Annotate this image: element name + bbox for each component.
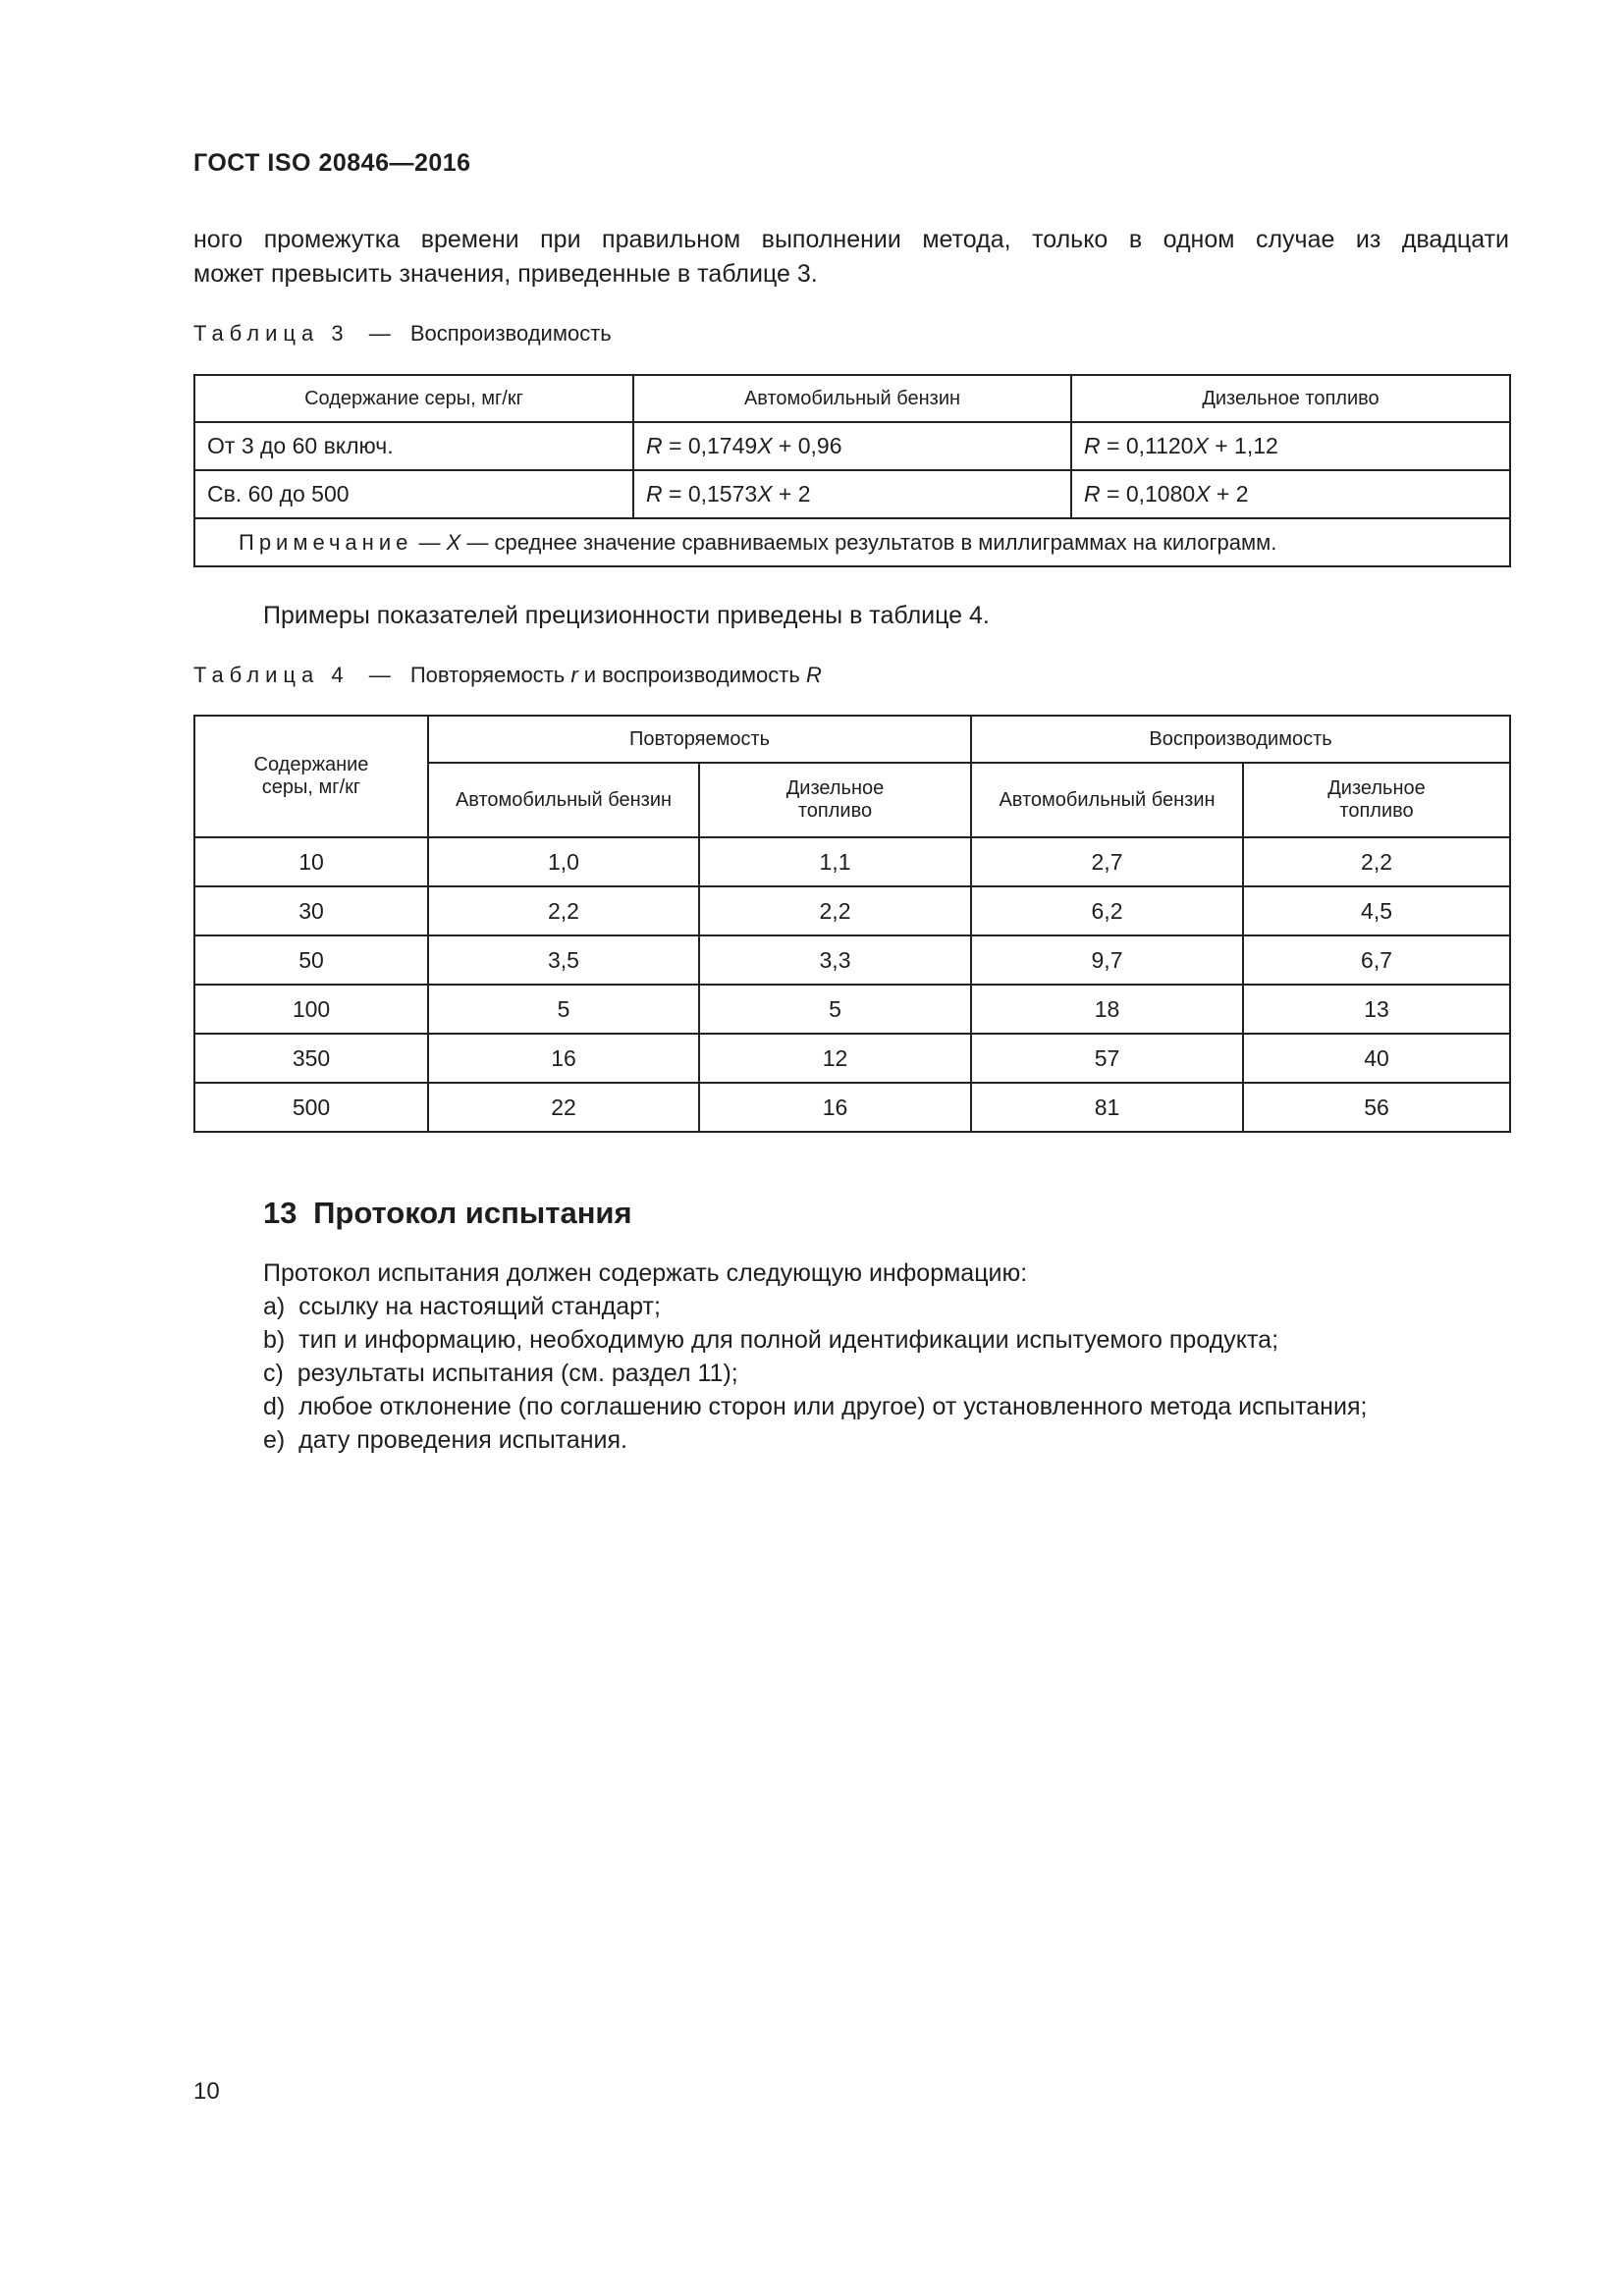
table3-header-gasoline: Автомобильный бензин	[633, 375, 1071, 422]
table-row	[194, 422, 1510, 470]
table4-caption: Таблица 4 — Повторяемость r и воспроизводимость R	[193, 663, 822, 687]
value-cell: 13	[1243, 985, 1510, 1034]
table4-sub-gasoline: Автомобильный бензин	[971, 763, 1243, 837]
table4-caption-label: Таблица 4	[193, 663, 350, 687]
value-cell: 57	[971, 1034, 1243, 1083]
table3-header-sulfur: Содержание серы, мг/кг	[194, 375, 633, 422]
table-row	[194, 1083, 1510, 1132]
table3-header-row	[194, 375, 1510, 422]
table3-diesel-formula: R = 0,1080X + 2	[1071, 470, 1510, 518]
between-text: Примеры показателей прецизионности приведены в таблице 4.	[263, 602, 990, 629]
value-cell: 40	[1243, 1034, 1510, 1083]
value-cell: 81	[971, 1083, 1243, 1132]
table3-caption-title: Воспроизводимость	[409, 321, 612, 346]
value-cell: 2,2	[428, 886, 699, 935]
table3-header-diesel: Дизельное топливо	[1071, 375, 1510, 422]
note-label: Примечание	[239, 529, 413, 555]
value-cell: 6,7	[1243, 935, 1510, 985]
value-cell: 6,2	[971, 886, 1243, 935]
value-cell: 1,1	[699, 837, 971, 886]
value-cell: 3,3	[699, 935, 971, 985]
table3-range-cell: Св. 60 до 500	[194, 470, 633, 518]
value-cell: 5	[428, 985, 699, 1034]
table-row	[194, 470, 1510, 518]
sulfur-cell: 100	[194, 985, 428, 1034]
table4-header-sulfur: Содержание серы, мг/кг	[194, 716, 428, 837]
table4-header-reproducibility: Воспроизводимость	[971, 716, 1510, 763]
table-row	[194, 886, 1510, 935]
value-cell: 2,2	[699, 886, 971, 935]
sulfur-cell: 50	[194, 935, 428, 985]
list-item: d) любое отклонение (по соглашению сторон или другое) от установленного метода испытания;	[263, 1393, 1368, 1420]
sulfur-cell: 10	[194, 837, 428, 886]
value-cell: 3,5	[428, 935, 699, 985]
table-row	[194, 935, 1510, 985]
intro-line-1: ного промежутка времени при правильном выполнении метода, только в одном случае из двадцати	[193, 226, 1509, 253]
sulfur-cell: 500	[194, 1083, 428, 1132]
table4-header-row-1	[194, 716, 1510, 763]
section-title: Протокол испытания	[313, 1196, 632, 1230]
sulfur-cell: 350	[194, 1034, 428, 1083]
value-cell: 56	[1243, 1083, 1510, 1132]
table3-caption-label: Таблица 3	[193, 321, 350, 346]
table3-note: Примечание — X — среднее значение сравниваемых результатов в миллиграммах на килограмм.	[194, 518, 1510, 566]
reproducibility-table	[193, 374, 1511, 567]
table4-sub-diesel: Дизельное топливо	[699, 763, 971, 837]
precision-table	[193, 715, 1511, 1133]
intro-line-2: может превысить значения, приведенные в таблице 3.	[193, 260, 818, 288]
value-cell: 12	[699, 1034, 971, 1083]
report-requirements	[263, 1256, 1520, 1457]
sulfur-cell: 30	[194, 886, 428, 935]
value-cell: 9,7	[971, 935, 1243, 985]
table3-range-cell: От 3 до 60 включ.	[194, 422, 633, 470]
intro-paragraph	[193, 223, 1509, 292]
section-heading	[263, 1196, 632, 1231]
value-cell: 5	[699, 985, 971, 1034]
section-intro: Протокол испытания должен содержать следующую информацию:	[263, 1259, 1028, 1287]
list-item: a) ссылку на настоящий стандарт;	[263, 1293, 661, 1320]
value-cell: 16	[699, 1083, 971, 1132]
table3-diesel-formula: R = 0,1120X + 1,12	[1071, 422, 1510, 470]
table4-header-repeatability: Повторяемость	[428, 716, 971, 763]
table3-gasoline-formula: R = 0,1573X + 2	[633, 470, 1071, 518]
value-cell: 2,7	[971, 837, 1243, 886]
value-cell: 4,5	[1243, 886, 1510, 935]
list-item: c) результаты испытания (см. раздел 11);	[263, 1360, 738, 1387]
value-cell: 16	[428, 1034, 699, 1083]
table4-sub-diesel: Дизельное топливо	[1243, 763, 1510, 837]
table3-caption-dash: —	[368, 321, 391, 346]
list-item: e) дату проведения испытания.	[263, 1426, 628, 1454]
table-row	[194, 1034, 1510, 1083]
value-cell: 1,0	[428, 837, 699, 886]
list-item: b) тип и информацию, необходимую для полной идентификации испытуемого продукта;	[263, 1326, 1279, 1354]
section-number: 13	[263, 1196, 298, 1230]
table4-caption-dash: —	[368, 663, 391, 687]
table-row	[194, 837, 1510, 886]
table3-note-row	[194, 518, 1510, 566]
value-cell: 22	[428, 1083, 699, 1132]
value-cell: 2,2	[1243, 837, 1510, 886]
standard-code: ГОСТ ISO 20846—2016	[193, 149, 471, 177]
table3-gasoline-formula: R = 0,1749X + 0,96	[633, 422, 1071, 470]
table3-caption	[193, 321, 612, 347]
page-number: 10	[193, 2078, 220, 2105]
value-cell: 18	[971, 985, 1243, 1034]
table4-sub-gasoline: Автомобильный бензин	[428, 763, 699, 837]
table-row	[194, 985, 1510, 1034]
